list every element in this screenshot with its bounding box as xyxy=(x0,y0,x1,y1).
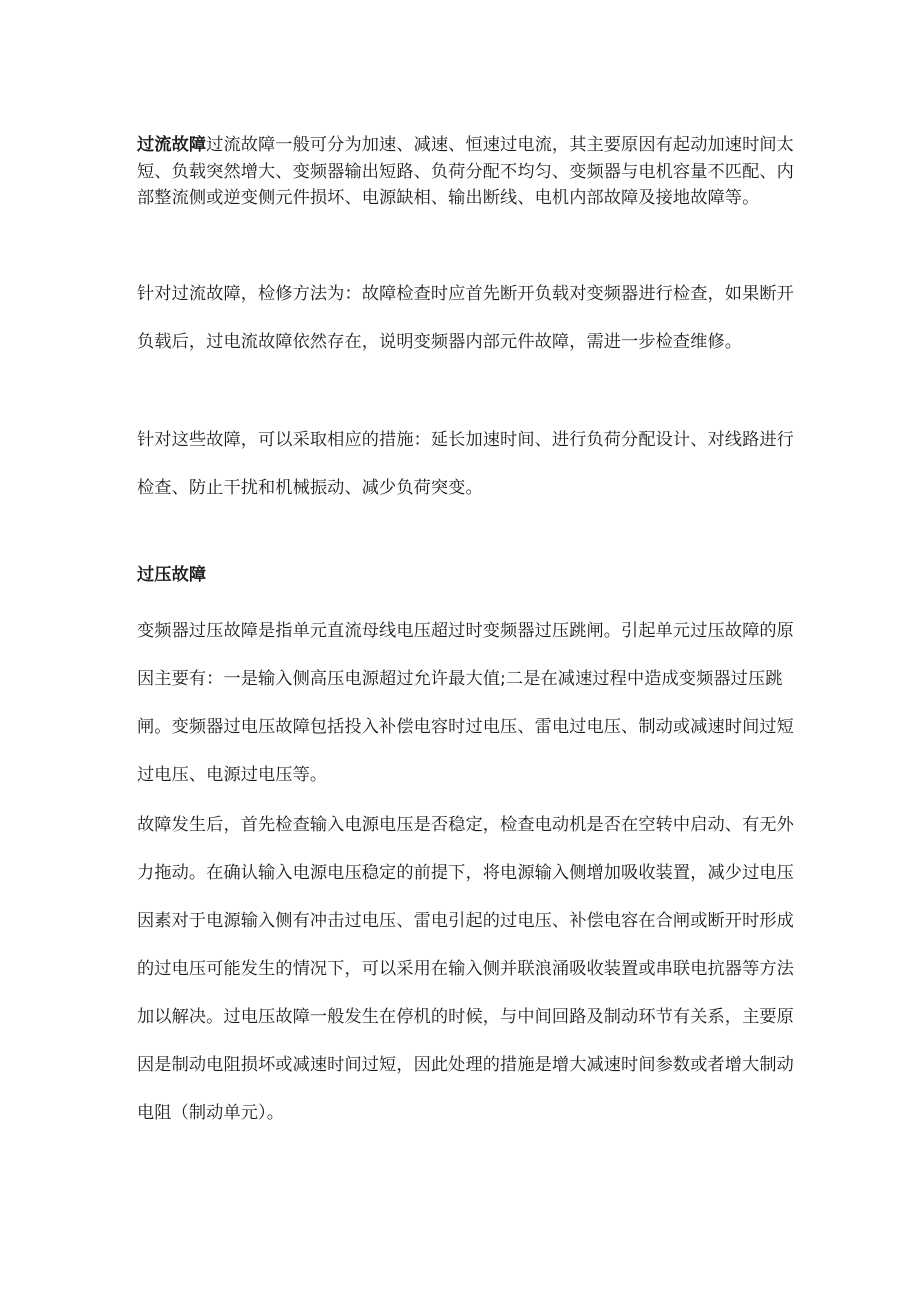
overvoltage-heading: 过压故障 xyxy=(137,565,207,585)
overcurrent-intro-paragraph xyxy=(137,132,797,212)
overvoltage-description-paragraph: 变频器过压故障是指单元直流母线电压超过时变频器过压跳闸。引起单元过压故障的原因主要有：一是输入侧高压电源超过允许最大值;二是在减速过程中造成变频器过压跳闸。变频器过电压故障包括投入补偿电容时过电压、雷电过电压、制动或减速时间过短过电压、电源过电压等。 xyxy=(137,621,794,785)
overcurrent-measures-paragraph: 针对这些故障，可以采取相应的措施：延长加速时间、进行负荷分配设计、对线路进行检查、防止干扰和机械振动、减少负荷突变。 xyxy=(137,430,794,498)
overcurrent-intro-text: 过流故障一般可分为加速、减速、恒速过电流，其主要原因有起动加速时间太短、负载突然增大、变频器输出短路、负荷分配不均匀、变频器与电机容量不匹配、内部整流侧或逆变侧元件损坏、电源缺相、输出断线、电机内部故障及接地故障等。 xyxy=(137,135,794,208)
overvoltage-handling-paragraph: 故障发生后，首先检查输入电源电压是否稳定，检查电动机是否在空转中启动、有无外力拖动。在确认输入电源电压稳定的前提下，将电源输入侧增加吸收装置，减少过电压因素对于电源输入侧有冲击过电压、雷电引起的过电压、补偿电容在合闸或断开时形成的过电压可能发生的情况下，可以采用在输入侧并联浪涌吸收装置或串联电抗器等方法加以解决。过电压故障一般发生在停机的时候，与中间回路及制动环节有关系，主要原因是制动电阻损坏或减速时间过短，因此处理的措施是增大减速时间参数或者增大制动电阻（制动单元）。 xyxy=(137,815,794,1123)
overcurrent-repair-paragraph: 针对过流故障，检修方法为：故障检查时应首先断开负载对变频器进行检查，如果断开负载后，过电流故障依然存在，说明变频器内部元件故障，需进一步检查维修。 xyxy=(137,284,794,352)
overcurrent-heading: 过流故障 xyxy=(137,135,207,155)
